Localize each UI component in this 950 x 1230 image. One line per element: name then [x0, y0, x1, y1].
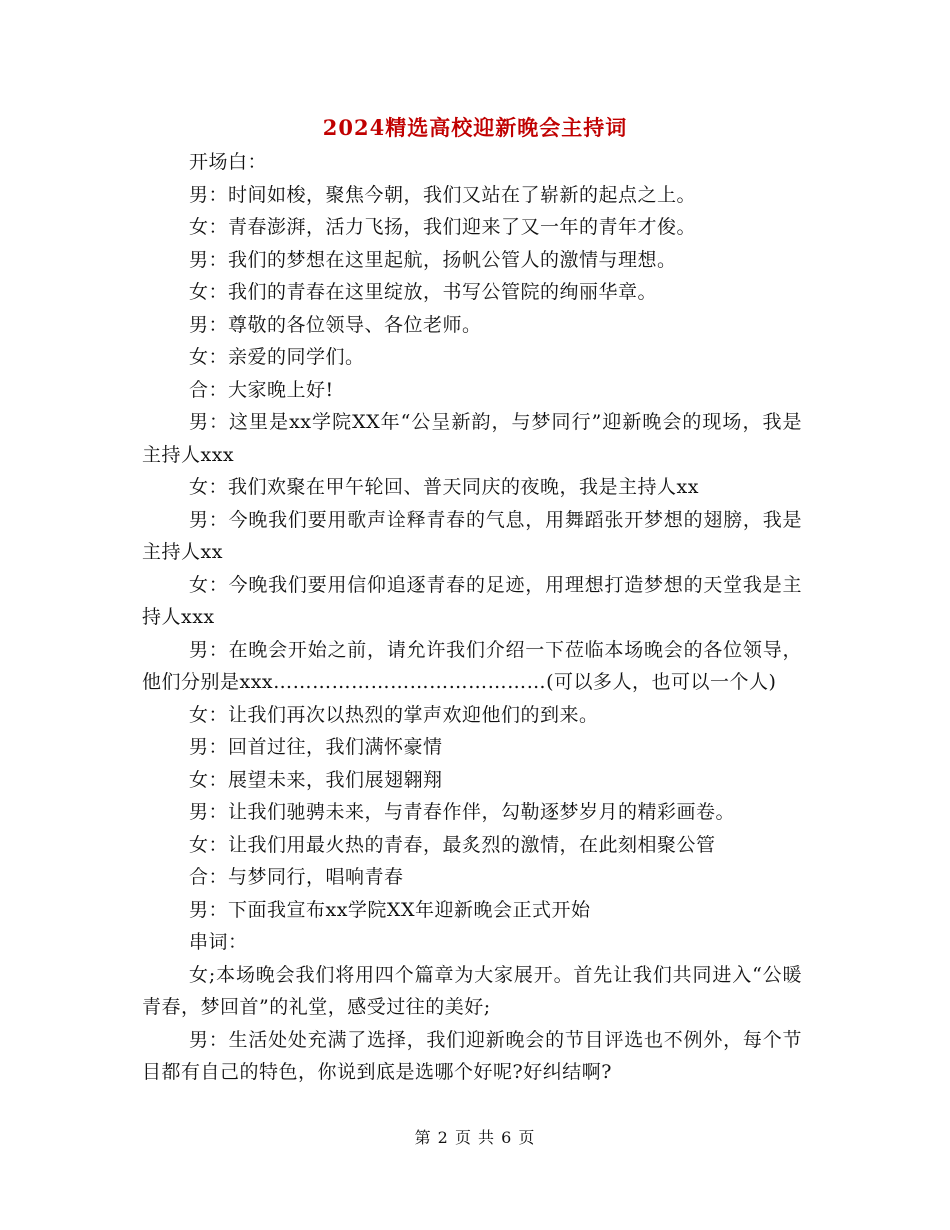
paragraph-line: 男：在晚会开始之前，请允许我们介绍一下莅临本场晚会的各位领导，他们分别是xxx……………………………………(可以多人，也可以一个人) [142, 638, 802, 693]
paragraph-line: 男：我们的梦想在这里起航，扬帆公管人的激情与理想。 [189, 248, 677, 271]
paragraph-line: 女：我们欢聚在甲午轮回、普天同庆的夜晚，我是主持人xx [189, 476, 699, 498]
page-number-footer: 第 2 页 共 6 页 [414, 1128, 536, 1147]
paragraph-line: 男：下面我宣布xx学院XX年迎新晚会正式开始 [189, 898, 591, 921]
paragraph-line: 男：这里是xx学院XX年“公呈新韵，与梦同行”迎新晚会的现场，我是主持人xxx [142, 411, 802, 466]
paragraph-opening-label: 开场白： [189, 151, 268, 173]
paragraph-line: 女：让我们用最火热的青春，最炙烈的激情，在此刻相聚公管 [189, 833, 716, 856]
paragraph-line: 女：展望未来，我们展翅翱翔 [189, 768, 443, 791]
paragraph-line: 女：青春澎湃，活力飞扬，我们迎来了又一年的青年才俊。 [189, 216, 697, 238]
paragraph-line: 女：我们的青春在这里绽放，书写公管院的绚丽华章。 [189, 281, 658, 303]
paragraph-transition-label: 串词： [189, 931, 248, 953]
paragraph-line: 男：让我们驰骋未来，与青春作伴，勾勒逐梦岁月的精彩画卷。 [189, 801, 736, 823]
paragraph-line: 男：生活处处充满了选择，我们迎新晚会的节目评选也不例外，每个节目都有自己的特色，你说到底是选哪个好呢?好纠结啊? [142, 1028, 802, 1083]
paragraph-line: 女：亲爱的同学们。 [189, 346, 365, 368]
paragraph-line: 女;本场晚会我们将用四个篇章为大家展开。首先让我们共同进入“公暖青春，梦回首”的礼堂，感受过往的美好; [142, 963, 802, 1018]
document-title: 2024精选高校迎新晚会主持词 [322, 115, 628, 140]
paragraph-line: 男：回首过往，我们满怀豪情 [189, 736, 443, 758]
document-body [142, 146, 802, 1089]
paragraph-line: 合：大家晚上好! [189, 378, 334, 401]
paragraph-line: 男：今晚我们要用歌声诠释青春的气息，用舞蹈张开梦想的翅膀，我是主持人xx [142, 508, 802, 563]
paragraph-line: 女：今晚我们要用信仰追逐青春的足迹，用理想打造梦想的天堂我是主持人xxx [142, 573, 802, 628]
paragraph-line: 合：与梦同行，唱响青春 [189, 866, 404, 888]
paragraph-line: 男：尊敬的各位领导、各位老师。 [189, 313, 482, 336]
paragraph-line: 男：时间如梭，聚焦今朝，我们又站在了崭新的起点之上。 [189, 183, 697, 206]
paragraph-line: 女：让我们再次以热烈的掌声欢迎他们的到来。 [189, 703, 599, 726]
